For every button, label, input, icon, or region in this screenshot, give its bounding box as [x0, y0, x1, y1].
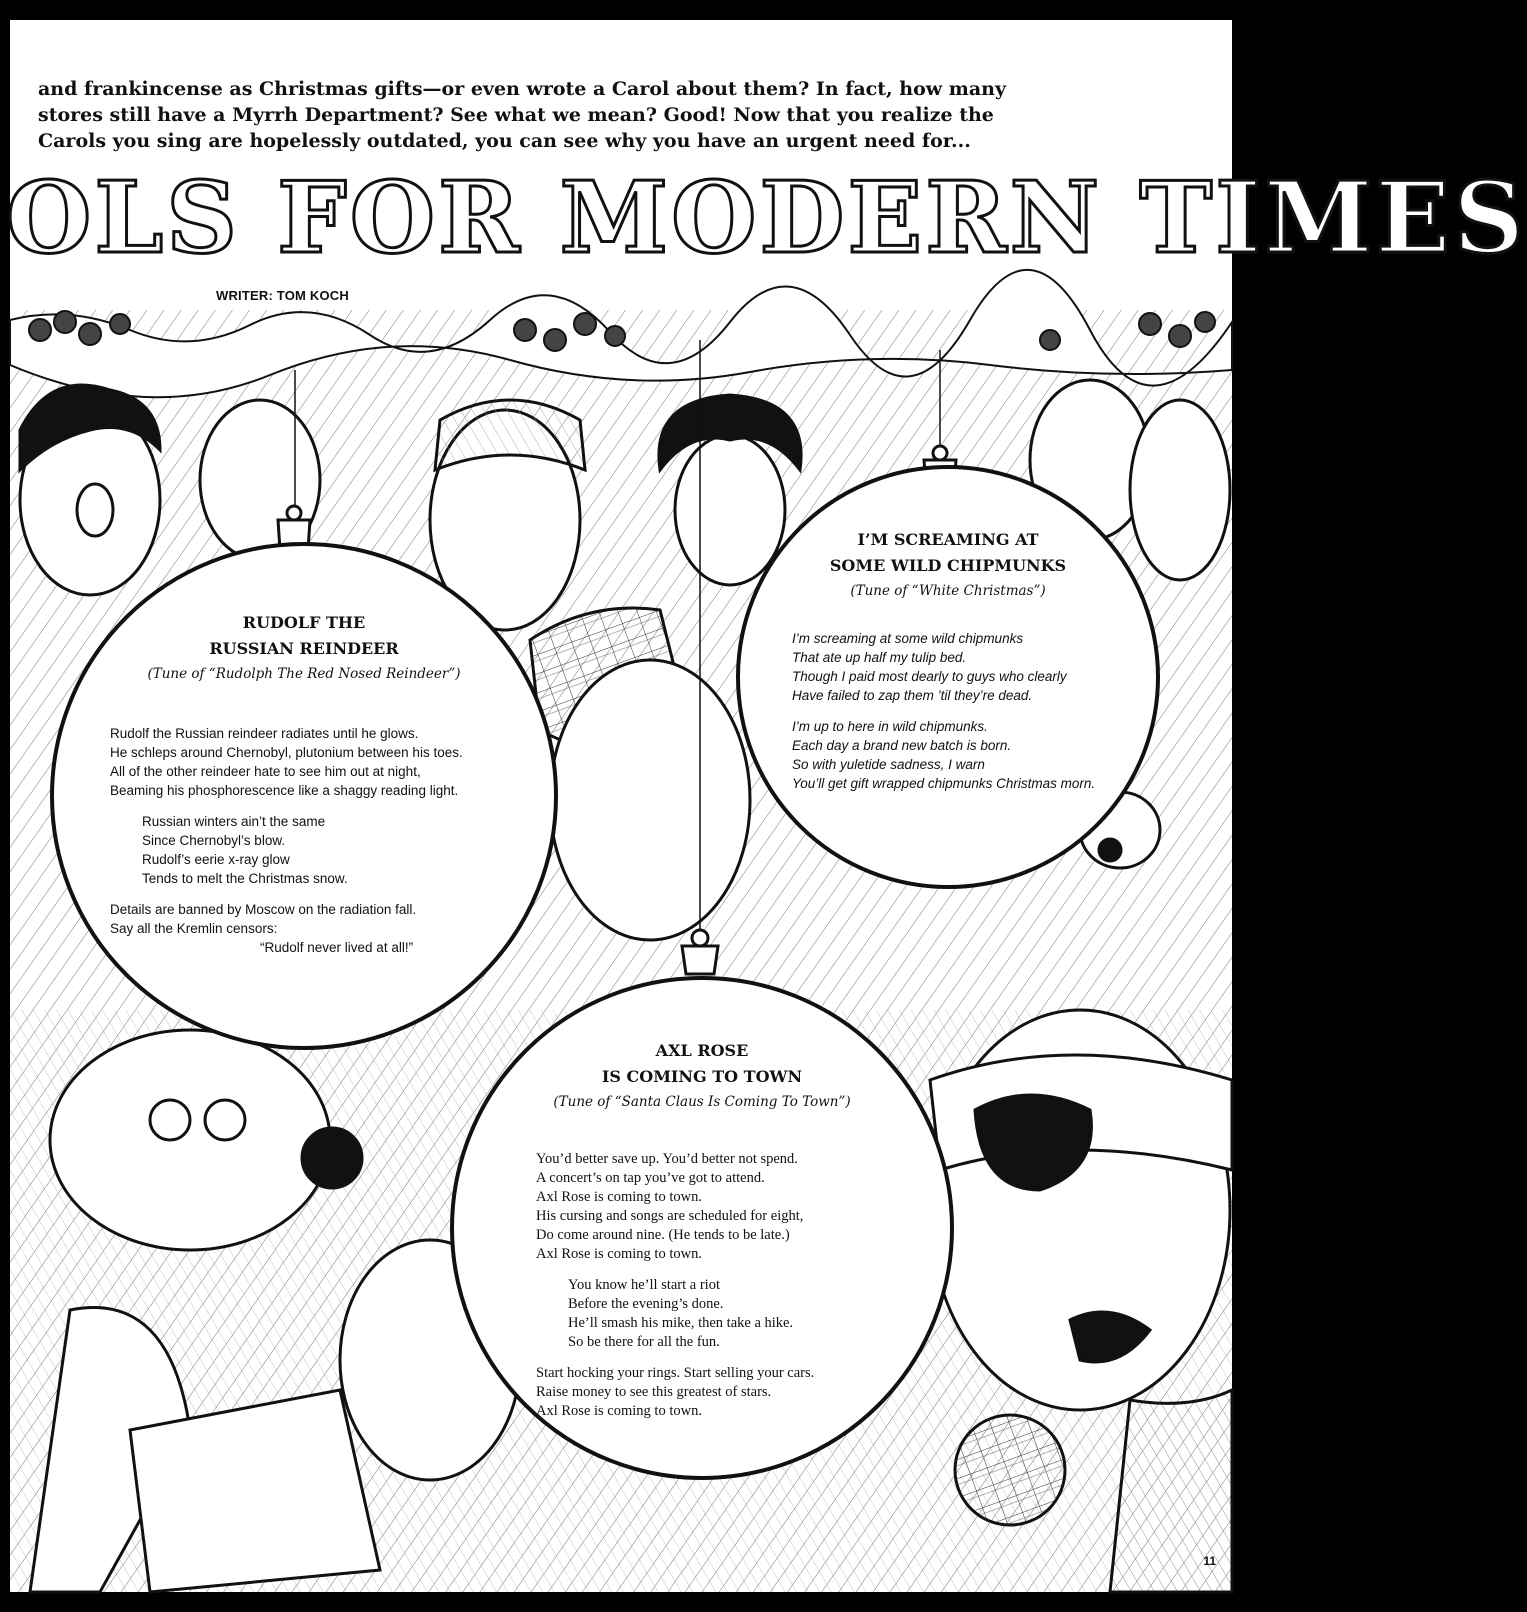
magazine-page: [6, 20, 1527, 1592]
lyrics-verse: You’d better save up. You’d better not spend. A concert’s on tap you’ve got to attend. Axl Rose is coming to town. His cursing and songs are scheduled for eight, Do come around nine. (He tends to be late.) Axl Rose is coming to town.: [536, 1151, 804, 1262]
headline: OLS FOR MODERN TIMES: [6, 161, 1527, 276]
lyrics-chorus: You know he’ll start a riot Before the evening’s done. He’ll smash his mike, then take a hike. So be there for all the fun.: [568, 1277, 794, 1350]
song-tune: (Tune of “Santa Claus Is Coming To Town”): [553, 1094, 851, 1110]
intro-line: stores still have a Myrrh Department? See what we mean? Good! Now that you realize the: [38, 104, 994, 126]
lyrics-verse: Rudolf the Russian reindeer radiates until he glows. He schleps around Chernobyl, plutonium between his toes. All of the other reindeer hate to see him out at night, Beaming his phosphorescence like a shaggy reading light.: [110, 726, 463, 798]
intro-line: and frankincense as Christmas gifts—or even wrote a Carol about them? In fact, how many: [38, 78, 1006, 100]
song-title: RUSSIAN REINDEER: [209, 639, 399, 658]
lyrics-chorus: Russian winters ain’t the same Since Chernobyl’s blow. Rudolf’s eerie x-ray glow Tends to melt the Christmas snow.: [142, 814, 348, 886]
page-number: 11: [1203, 1554, 1216, 1568]
intro-line: Carols you sing are hopelessly outdated, you can see why you have an urgent need for...: [38, 130, 971, 152]
song-title: RUDOLF THE: [242, 613, 366, 632]
song-title: IS COMING TO TOWN: [601, 1067, 803, 1086]
ornament-rudolf: [50, 542, 558, 1050]
song-title: I’M SCREAMING AT: [857, 530, 1039, 549]
writer-credit: WRITER: TOM KOCH: [216, 288, 349, 303]
lyrics-verse: I’m screaming at some wild chipmunks That ate up half my tulip bed. Though I paid most dearly to guys who clearly Have failed to zap them ’til they’re dead.: [792, 631, 1067, 703]
intro-paragraph: [38, 76, 1038, 154]
lyrics-verse: Start hocking your rings. Start selling your cars. Raise money to see this greatest of stars. Axl Rose is coming to town.: [536, 1365, 815, 1419]
lyrics-verse: I’m up to here in wild chipmunks. Each day a brand new batch is born. So with yuletide sadness, I warn You’ll get gift wrapped chipmunks Christmas morn.: [792, 719, 1096, 791]
song-tune: (Tune of “White Christmas”): [850, 583, 1046, 599]
song-tune: (Tune of “Rudolph The Red Nosed Reindeer”): [147, 666, 461, 682]
lyrics-verse: Details are banned by Moscow on the radiation fall. Say all the Kremlin censors:: [110, 902, 417, 936]
lyrics-verse: “Rudolf never lived at all!”: [260, 940, 414, 955]
song-title: SOME WILD CHIPMUNKS: [829, 556, 1067, 575]
ornament-chipmunks: [736, 465, 1160, 889]
ornament-axl-rose: [450, 976, 954, 1480]
song-title: AXL ROSE: [655, 1041, 749, 1060]
